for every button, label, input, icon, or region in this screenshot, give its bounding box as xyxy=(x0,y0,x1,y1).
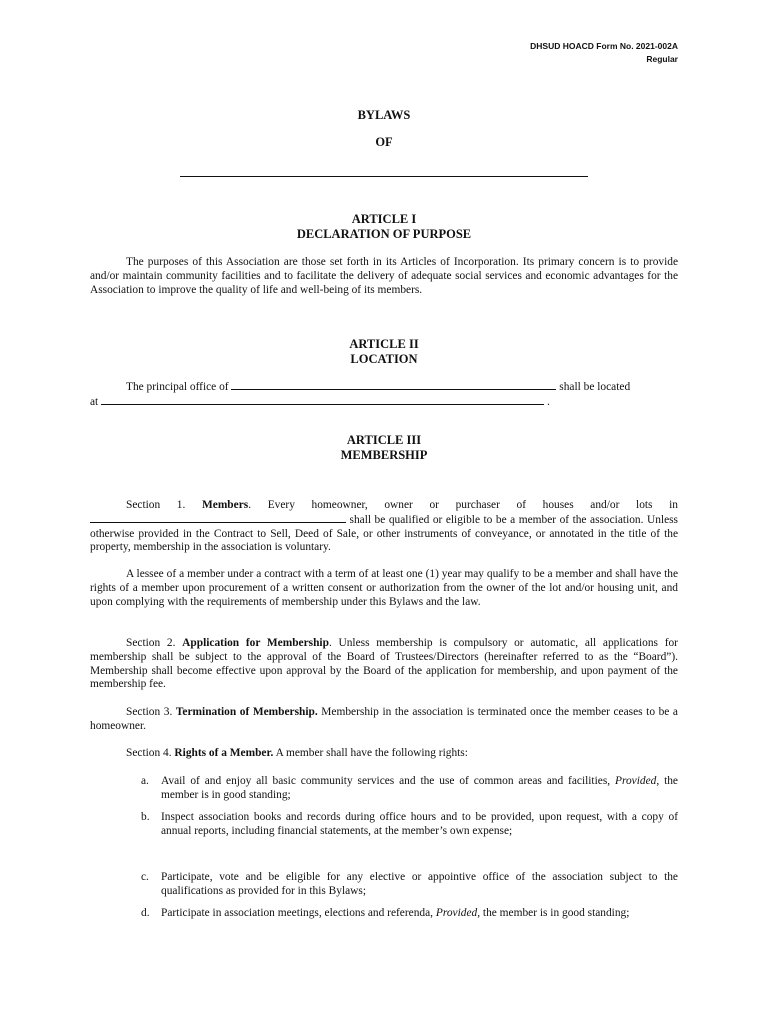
office-location-blank xyxy=(101,395,544,405)
section-3-label: Section 3. xyxy=(126,706,173,718)
right-text-b: the member is in good standing; xyxy=(482,907,630,919)
section-4-label: Section 4. xyxy=(126,747,172,759)
section-1-members xyxy=(90,499,678,555)
article-2-line2 xyxy=(90,395,678,410)
right-item-b xyxy=(141,811,678,839)
right-emphasis: Provided, xyxy=(435,907,481,919)
right-letter: b. xyxy=(141,811,150,823)
right-text: Inspect association books and records during office hours and to be provided, upon request, with a copy of annual reports, including financial statements, at the member’s own expense; xyxy=(161,811,678,837)
right-text-b: , the member is in good standing; xyxy=(161,775,678,801)
article-2-title: ARTICLE II xyxy=(349,337,419,351)
article-3-title: ARTICLE III xyxy=(346,433,422,447)
right-text-a: Participate in association meetings, elections and referenda, xyxy=(161,907,434,919)
article-2-text-before: The principal office of xyxy=(126,381,229,393)
section-1-label: Section 1. xyxy=(126,499,186,511)
section-1-text-a: . Every homeowner, owner or purchaser of houses and/or lots in xyxy=(248,499,678,511)
right-letter: a. xyxy=(141,775,149,787)
right-text-a: Avail of and enjoy all basic community services and the use of common areas and facilities, xyxy=(161,775,611,787)
right-emphasis: Provided xyxy=(615,775,657,787)
form-type: Regular xyxy=(646,54,678,64)
form-number: DHSUD HOACD Form No. 2021-002A xyxy=(530,41,678,51)
article-2-line1 xyxy=(126,380,686,395)
article-1-text: The purposes of this Association are those set forth in its Articles of Incorporation. Its primary concern is to provide and/or maintain community facilities and to facilitate the delivery of adequate social services and economic advantages for the Association to improve the quality of life and well-being of its members. xyxy=(90,256,678,296)
section-1-heading: Members xyxy=(202,499,249,511)
lessee-paragraph: A lessee of a member under a contract with a term of at least one (1) year may qualify to be a member and shall have the rights of a member upon procurement of a written consent or authorization from the owner of the lot and/or housing unit, and upon complying with the requirements of membership under this Bylaws and the law. xyxy=(90,568,678,608)
right-item-a xyxy=(141,775,678,803)
section-3-heading: Termination of Membership. xyxy=(175,706,318,718)
section-3-text: Membership in the association is terminated once the member ceases to be a homeowner. xyxy=(90,706,678,732)
section-1-text-b: shall be qualified or eligible to be a member of the association. Unless otherwise provided in the Contract to Sell, Deed of Sale, or other instruments of conveyance, or annotated in the title of the property, membership in the association is voluntary. xyxy=(90,513,678,554)
right-letter: d. xyxy=(141,907,150,919)
article-3-subtitle: MEMBERSHIP xyxy=(340,448,428,462)
section-3-termination xyxy=(90,706,678,734)
document-title: BYLAWS xyxy=(357,108,411,122)
right-letter: c. xyxy=(141,871,149,883)
section-4-rights xyxy=(126,747,678,761)
article-1-subtitle: DECLARATION OF PURPOSE xyxy=(296,227,472,241)
document-title-of: OF xyxy=(375,135,393,149)
section-2-application xyxy=(90,637,678,692)
article-1-title: ARTICLE I xyxy=(351,212,417,226)
section-4-heading: Rights of a Member. xyxy=(174,747,274,759)
association-name-blank xyxy=(180,176,588,177)
article-2-end: . xyxy=(546,396,550,408)
article-2-subtitle: LOCATION xyxy=(350,352,418,366)
subdivision-name-blank xyxy=(90,513,346,523)
right-text: Participate, vote and be eligible for any elective or appointive office of the association subject to the qualifications as provided for in this Bylaws; xyxy=(161,871,678,897)
section-2-label: Section 2. xyxy=(126,637,176,649)
right-item-d xyxy=(141,907,678,921)
section-2-text: . Unless membership is compulsory or automatic, all applications for membership shall be subject to the approval of the Board of Trustees/Directors (hereinafter referred to as the “Board”). Membership shall become effective upon approval by the Board of the application for membership, and upon payment of the membership fee. xyxy=(90,637,678,691)
article-2-at: at xyxy=(90,396,99,408)
right-item-c xyxy=(141,871,678,899)
form-number-block xyxy=(530,40,678,66)
article-2-text-after: shall be located xyxy=(559,381,631,393)
principal-office-blank xyxy=(231,380,556,390)
section-2-heading: Application for Membership xyxy=(182,637,329,649)
section-4-text: A member shall have the following rights: xyxy=(275,747,468,759)
